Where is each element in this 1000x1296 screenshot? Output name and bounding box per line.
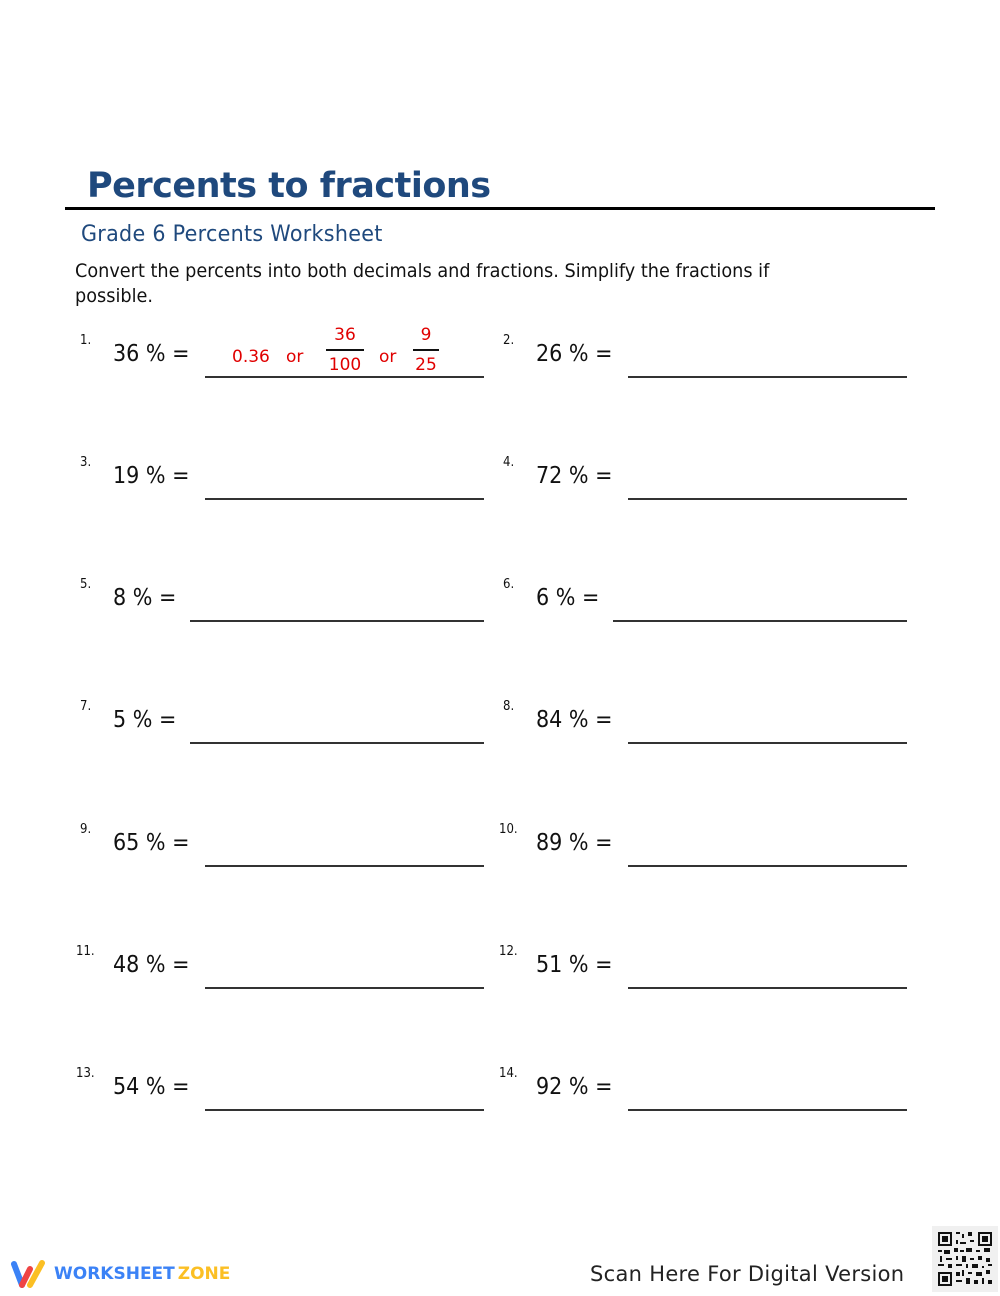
answer-line[interactable]	[190, 620, 484, 622]
answer-line[interactable]	[628, 376, 907, 378]
problem-number: 2.	[503, 333, 515, 348]
problem-expression: 65 % =	[113, 830, 190, 856]
worksheetzone-logo-icon	[10, 1259, 48, 1289]
problem-expression: 54 % =	[113, 1074, 190, 1100]
problem-10	[499, 822, 913, 882]
problem-number: 14.	[499, 1066, 518, 1081]
answer-line[interactable]	[628, 498, 907, 500]
problem-number: 12.	[499, 944, 518, 959]
answer-line[interactable]	[205, 987, 484, 989]
problem-number: 5.	[80, 577, 92, 592]
problem-expression: 19 % =	[113, 463, 190, 489]
problem-1	[80, 325, 490, 393]
problem-expression: 36 % =	[113, 341, 190, 367]
problem-number: 6.	[503, 577, 515, 592]
title-divider	[65, 207, 935, 210]
problem-number: 10.	[499, 822, 518, 837]
answer-fraction-unsimplified: 36 100	[326, 325, 364, 375]
answer-line[interactable]	[205, 1109, 484, 1111]
scan-instruction: Scan Here For Digital Version	[590, 1262, 905, 1286]
answer-line[interactable]	[628, 1109, 907, 1111]
problem-8	[503, 699, 913, 759]
problem-number: 11.	[76, 944, 95, 959]
answer-line[interactable]	[628, 987, 907, 989]
answer-or: or	[286, 347, 304, 367]
problem-number: 4.	[503, 455, 515, 470]
answer-line[interactable]	[613, 620, 907, 622]
problem-13	[76, 1066, 490, 1126]
problem-number: 1.	[80, 333, 92, 348]
problem-14	[499, 1066, 913, 1126]
answer-line[interactable]	[190, 742, 484, 744]
problem-6	[503, 577, 913, 637]
problem-expression: 72 % =	[536, 463, 613, 489]
problem-expression: 84 % =	[536, 707, 613, 733]
answer-line[interactable]	[205, 498, 484, 500]
answer-line[interactable]	[205, 865, 484, 867]
problem-4	[503, 455, 913, 515]
problem-expression: 48 % =	[113, 952, 190, 978]
fraction-bar	[413, 349, 439, 351]
worksheet-subtitle: Grade 6 Percents Worksheet	[81, 222, 383, 247]
problem-12	[499, 944, 913, 1004]
worksheetzone-logo[interactable]	[10, 1259, 230, 1289]
problem-expression: 5 % =	[113, 707, 177, 733]
problem-7	[80, 699, 490, 759]
qr-code-graphic	[932, 1226, 998, 1292]
problem-5	[80, 577, 490, 637]
answer-line[interactable]	[628, 742, 907, 744]
answer-or: or	[379, 347, 397, 367]
problem-11	[76, 944, 490, 1004]
problem-expression: 6 % =	[536, 585, 600, 611]
logo-text: WORKSHEET ZONE	[54, 1264, 231, 1284]
answer-line[interactable]	[205, 376, 484, 378]
qr-code-icon[interactable]	[932, 1226, 998, 1292]
problem-expression: 92 % =	[536, 1074, 613, 1100]
problem-9	[80, 822, 490, 882]
problem-number: 8.	[503, 699, 515, 714]
problem-number: 9.	[80, 822, 92, 837]
instructions: Convert the percents into both decimals and fractions. Simplify the fractions if possible.	[75, 260, 770, 307]
problem-2	[503, 333, 913, 393]
problem-number: 7.	[80, 699, 92, 714]
answer-decimal: 0.36	[232, 347, 270, 367]
problem-3	[80, 455, 490, 515]
problem-expression: 8 % =	[113, 585, 177, 611]
problem-expression: 89 % =	[536, 830, 613, 856]
answer-fraction-simplified: 9 25	[413, 325, 439, 375]
problem-number: 13.	[76, 1066, 95, 1081]
problem-expression: 51 % =	[536, 952, 613, 978]
problem-expression: 26 % =	[536, 341, 613, 367]
problem-number: 3.	[80, 455, 92, 470]
answer-line[interactable]	[628, 865, 907, 867]
fraction-bar	[326, 349, 364, 351]
worksheet-title: Percents to fractions	[87, 166, 491, 206]
